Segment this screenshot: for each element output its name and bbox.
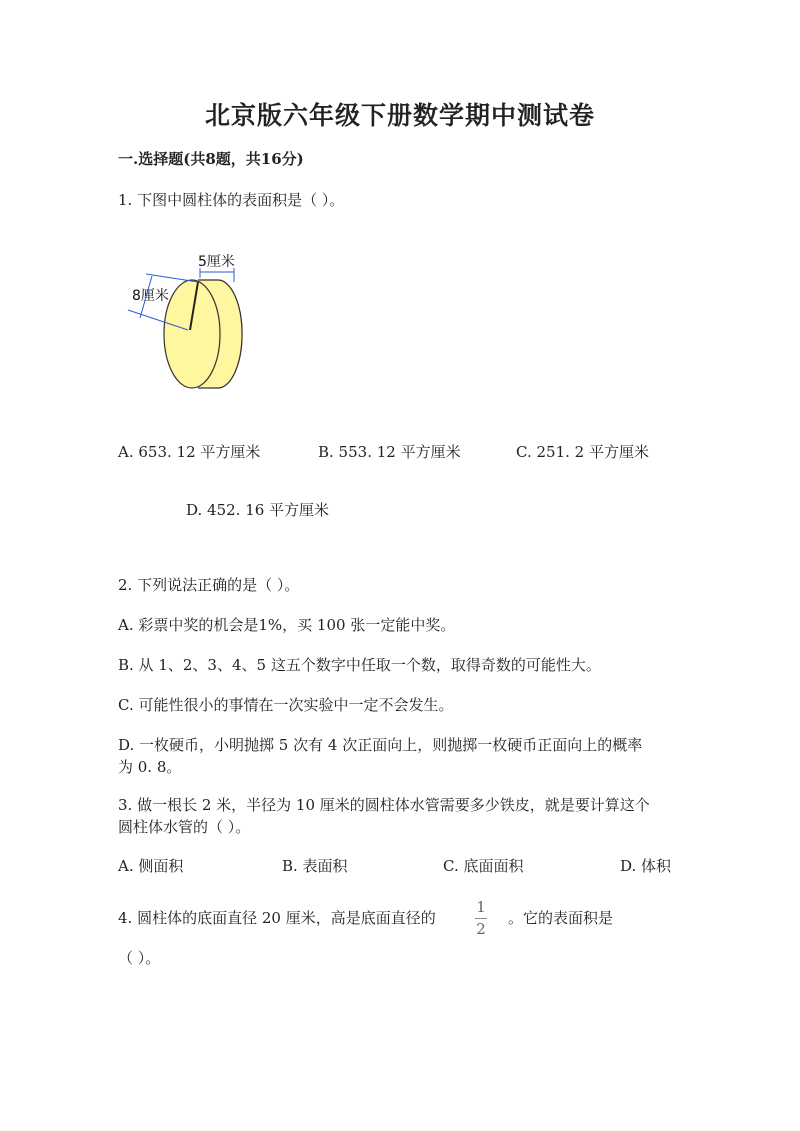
- question-1-option-b: B. 553. 12 平方厘米: [318, 443, 461, 461]
- question-3-stem: 3. 做一根长 2 米，半径为 10 厘米的圆柱体水管需要多少铁皮，就是要计算这个: [118, 796, 650, 814]
- question-1-stem: 1. 下图中圆柱体的表面积是（ ）。: [118, 191, 345, 209]
- question-2-option-d-cont: 为 0. 8。: [118, 758, 182, 776]
- question-2-option-d: D. 一枚硬币，小明抛掷 5 次有 4 次正面向上，则抛掷一枚硬币正面向上的概率: [118, 736, 643, 754]
- question-4-stem-cont: （ ）。: [118, 949, 161, 967]
- page-title: 北京版六年级下册数学期中测试卷: [204, 101, 595, 130]
- section-heading: 一.选择题(共8题，共16分): [118, 150, 304, 168]
- question-4-stem: 4. 圆柱体的底面直径 20 厘米，高是底面直径的: [118, 909, 436, 927]
- question-2-option-a: A. 彩票中奖的机会是1%，买 100 张一定能中奖。: [118, 616, 456, 634]
- question-3-option-d: D. 体积: [620, 857, 672, 875]
- question-4-stem-after: 。它的表面积是: [508, 909, 614, 927]
- fraction-bar: [475, 918, 487, 919]
- question-2-option-b: B. 从 1、2、3、4、5 这五个数字中任取一个数，取得奇数的可能性大。: [118, 656, 601, 674]
- question-3-option-b: B. 表面积: [282, 857, 348, 875]
- cylinder-figure: [118, 248, 258, 398]
- question-2-stem: 2. 下列说法正确的是（ ）。: [118, 576, 300, 594]
- question-1-option-a: A. 653. 12 平方厘米: [118, 443, 261, 461]
- cylinder-diagram: [118, 248, 258, 398]
- cylinder-front-face: [164, 280, 220, 388]
- question-4-fraction: [470, 900, 492, 937]
- fraction-numerator: 1: [476, 898, 486, 916]
- figure-label-top: 5厘米: [198, 254, 235, 270]
- question-3-option-a: A. 侧面积: [118, 857, 184, 875]
- question-2-option-c: C. 可能性很小的事情在一次实验中一定不会发生。: [118, 696, 454, 714]
- figure-label-left: 8厘米: [132, 288, 169, 304]
- fraction-denominator: 2: [476, 920, 486, 938]
- question-1-option-d: D. 452. 16 平方厘米: [186, 501, 330, 519]
- question-1-option-c: C. 251. 2 平方厘米: [516, 443, 649, 461]
- question-3-stem-cont: 圆柱体水管的（ ）。: [118, 818, 251, 836]
- question-3-option-c: C. 底面面积: [443, 857, 524, 875]
